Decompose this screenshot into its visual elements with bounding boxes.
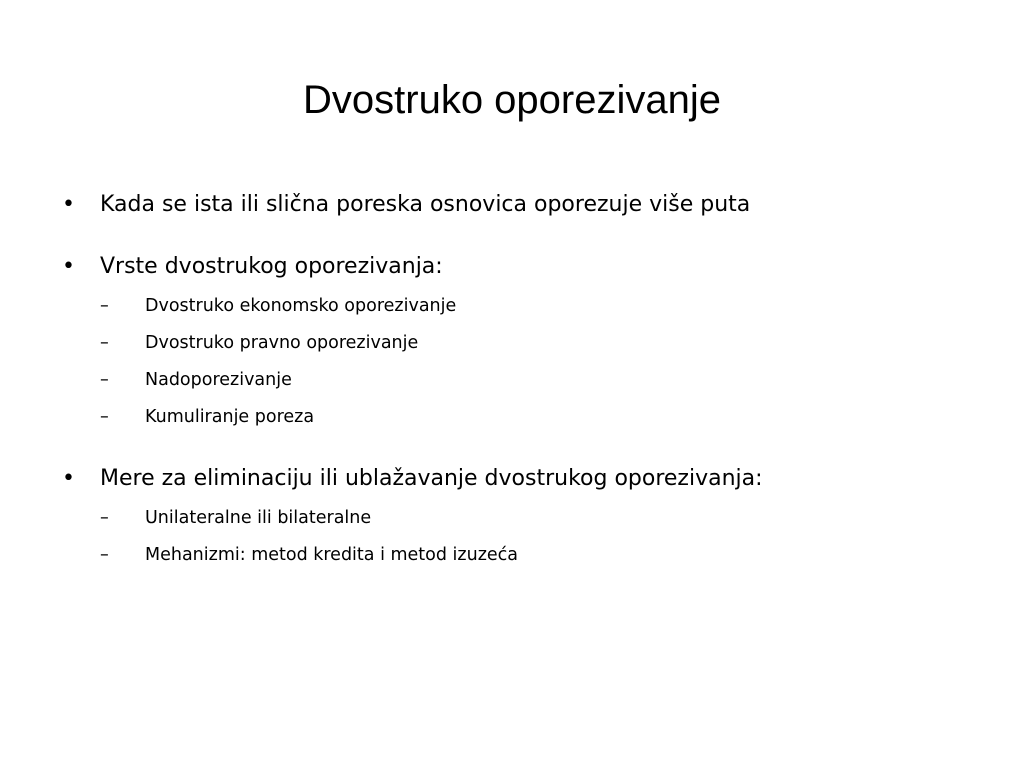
dash-icon: – — [100, 545, 109, 565]
dash-icon: – — [100, 407, 109, 427]
bullet-item — [58, 248, 958, 436]
bullet-text: Vrste dvostrukog oporezivanja: — [100, 254, 443, 279]
sub-item-text: Mehanizmi: metod kredita i metod izuzeća — [145, 545, 518, 565]
slide-title: Dvostruko oporezivanje — [303, 78, 721, 122]
sub-list — [100, 500, 958, 574]
bullet-icon: • — [62, 466, 75, 491]
sub-item — [100, 399, 958, 436]
bullet-item — [58, 186, 958, 224]
bullet-text: Mere za eliminaciju ili ublažavanje dvostrukog oporezivanja: — [100, 466, 763, 491]
sub-item-text: Nadoporezivanje — [145, 370, 292, 390]
dash-icon: – — [100, 296, 109, 316]
bullet-item — [58, 460, 958, 574]
dash-icon: – — [100, 370, 109, 390]
sub-item — [100, 500, 958, 537]
sub-list — [100, 288, 958, 436]
sub-item — [100, 362, 958, 399]
sub-item-text: Dvostruko ekonomsko oporezivanje — [145, 296, 457, 316]
sub-item-text: Unilateralne ili bilateralne — [145, 508, 372, 528]
sub-item — [100, 288, 958, 325]
sub-item-text: Dvostruko pravno oporezivanje — [145, 333, 419, 353]
bullet-icon: • — [62, 192, 75, 217]
sub-item — [100, 325, 958, 362]
bullet-list — [58, 186, 958, 574]
bullet-text: Kada se ista ili slična poreska osnovica oporezuje više puta — [100, 192, 751, 217]
bullet-icon: • — [62, 254, 75, 279]
sub-item — [100, 537, 958, 574]
sub-item-text: Kumuliranje poreza — [145, 407, 315, 427]
dash-icon: – — [100, 508, 109, 528]
dash-icon: – — [100, 333, 109, 353]
